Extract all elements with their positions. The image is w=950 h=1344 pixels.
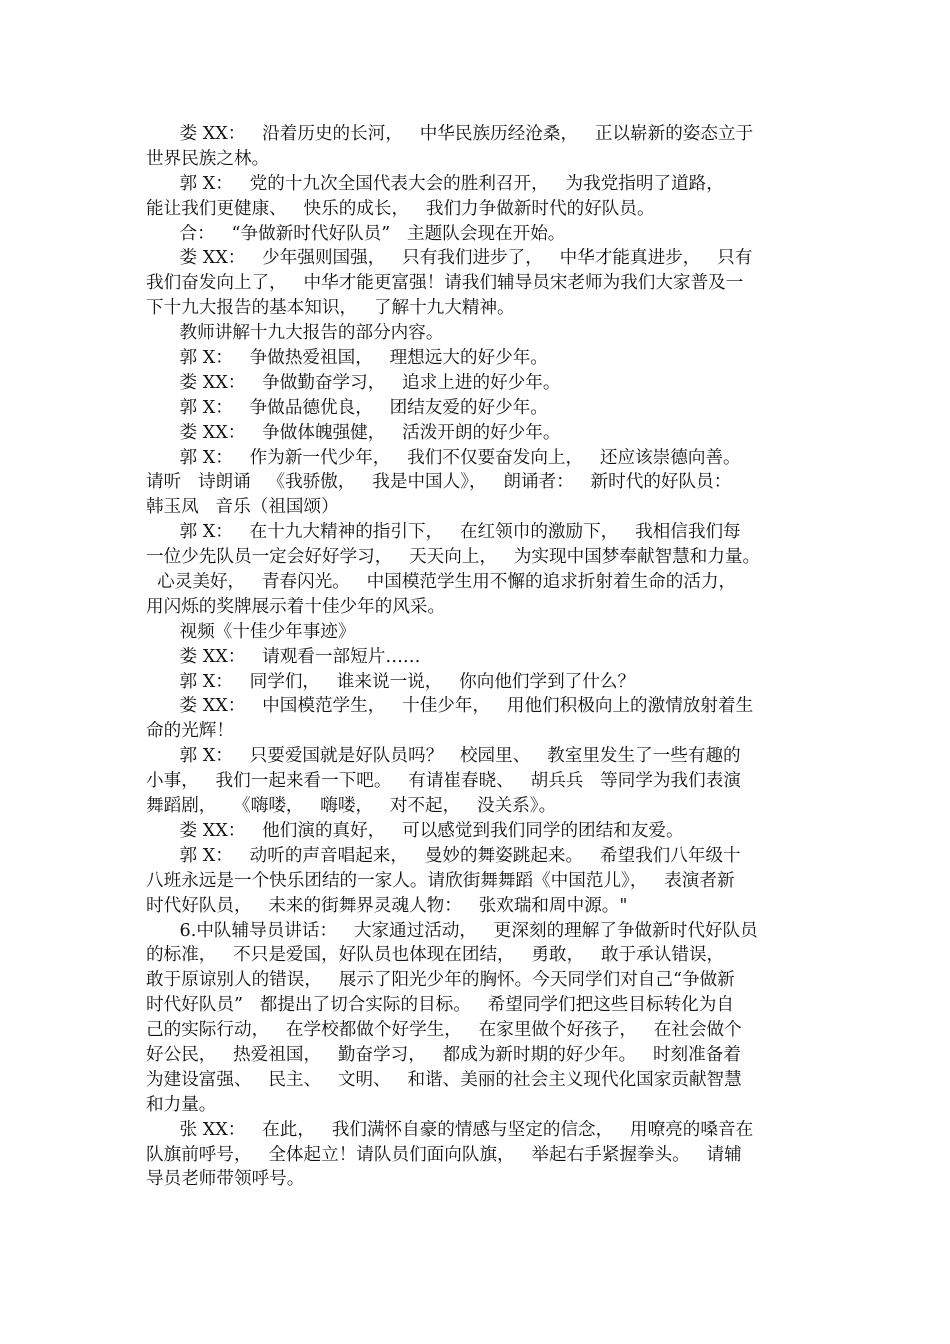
text-line: 导员老师带领呼号。 bbox=[146, 1169, 305, 1190]
text-line: 时代好队员” 都提出了切合实际的目标。 希望同学们把这些目标转化为自 bbox=[146, 995, 734, 1016]
text-line: 用闪烁的奖牌展示着十佳少年的风采。 bbox=[146, 596, 446, 617]
text-line: 郭 X： 同学们， 谁来说一说， 你向他们学到了什么？ bbox=[146, 671, 636, 692]
text-line: 己的实际行动， 在学校都做个好学生， 在家里做个好孩子， 在社会做个 bbox=[146, 1020, 742, 1041]
text-line: 心灵美好， 青春闪光。 中国模范学生用不懈的追求折射着生命的活力， bbox=[146, 572, 737, 593]
text-line: 娄 XX： 他们演的真好， 可以感觉到我们同学的团结和友爱。 bbox=[146, 820, 684, 841]
text-line: 能让我们更健康、 快乐的成长， 我们力争做新时代的好队员。 bbox=[146, 198, 655, 219]
text-line: 娄 XX： 争做体魄强健， 活泼开朗的好少年。 bbox=[146, 422, 561, 443]
text-line: 合： “争做新时代好队员” 主题队会现在开始。 bbox=[146, 223, 566, 244]
document-page bbox=[146, 122, 814, 1192]
text-line: 6.中队辅导员讲话： 大家通过活动， 更深刻的理解了争做新时代好队员 bbox=[146, 920, 758, 941]
text-line: 舞蹈剧， 《嗨喽， 嗨喽， 对不起， 没关系》。 bbox=[146, 796, 557, 817]
text-line: 郭 X： 争做品德优良， 团结友爱的好少年。 bbox=[146, 397, 548, 418]
text-line: 请听 诗朗诵 《我骄傲， 我是中国人》， 朗诵者： 新时代的好队员： bbox=[146, 472, 732, 493]
text-line: 郭 X： 只要爱国就是好队员吗？ 校园里、 教室里发生了一些有趣的 bbox=[146, 746, 741, 767]
text-line: 队旗前呼号， 全体起立！请队员们面向队旗， 举起右手紧握拳头。 请辅 bbox=[146, 1144, 742, 1165]
text-line: 小事， 我们一起来看一下吧。 有请崔春晓、 胡兵兵 等同学为我们表演 bbox=[146, 771, 741, 792]
text-line: 郭 X： 党的十九次全国代表大会的胜利召开， 为我党指明了道路， bbox=[146, 173, 724, 194]
text-line: 教师讲解十九大报告的部分内容。 bbox=[146, 323, 444, 344]
text-line: 八班永远是一个快乐团结的一家人。请欣街舞舞蹈《中国范儿》， 表演者新 bbox=[146, 870, 735, 891]
text-line: 郭 X： 作为新一代少年， 我们不仅要奋发向上， 还应该崇德向善。 bbox=[146, 447, 741, 468]
text-line: 和力量。 bbox=[146, 1094, 217, 1115]
text-line: 郭 X： 争做热爱祖国， 理想远大的好少年。 bbox=[146, 348, 548, 369]
text-line: 下十九大报告的基本知识， 了解十九大精神。 bbox=[146, 298, 515, 319]
text-line: 的标准， 不只是爱国，好队员也体现在团结， 勇敢， 敢于承认错误， bbox=[146, 945, 725, 966]
text-line: 郭 X： 在十九大精神的指引下， 在红领巾的激励下， 我相信我们每 bbox=[146, 522, 741, 543]
text-line: 为建设富强、 民主、 文明、 和谐、美丽的社会主义现代化国家贡献智慧 bbox=[146, 1069, 742, 1090]
text-line: 敢于原谅别人的错误， 展示了阳光少年的胸怀。今天同学们对自己“争做新 bbox=[146, 970, 735, 991]
text-line: 好公民， 热爱祖国， 勤奋学习， 都成为新时期的好少年。 时刻准备着 bbox=[146, 1044, 741, 1065]
text-line: 视频《十佳少年事迹》 bbox=[146, 621, 356, 642]
text-line: 郭 X： 动听的声音唱起来， 曼妙的舞姿跳起来。 希望我们八年级十 bbox=[146, 845, 741, 866]
text-line: 娄 XX： 请观看一部短片…… bbox=[146, 646, 421, 667]
text-line: 世界民族之林。 bbox=[146, 148, 270, 169]
text-line: 娄 XX： 少年强则国强， 只有我们进步了， 中华才能真进步， 只有 bbox=[146, 248, 753, 269]
text-line: 张 XX： 在此， 我们满怀自豪的情感与坚定的信念， 用嘹亮的嗓音在 bbox=[146, 1119, 754, 1140]
text-line: 一位少先队员一定会好好学习， 天天向上， 为实现中国梦奉献智慧和力量。 bbox=[146, 547, 761, 568]
text-line: 我们奋发向上了， 中华才能更富强！请我们辅导员宋老师为我们大家普及一 bbox=[146, 273, 744, 294]
text-line: 娄 XX： 中国模范学生， 十佳少年， 用他们积极向上的激情放射着生 bbox=[146, 696, 754, 717]
text-line: 娄 XX： 争做勤奋学习， 追求上进的好少年。 bbox=[146, 372, 561, 393]
text-line: 娄 XX： 沿着历史的长河， 中华民族历经沧桑， 正以崭新的姿态立于 bbox=[146, 124, 754, 144]
text-line: 韩玉凤 音乐（祖国颂） bbox=[146, 497, 339, 518]
text-line: 命的光辉！ bbox=[146, 721, 234, 742]
text-line: 时代好队员， 未来的街舞界灵魂人物： 张欢瑞和周中源。" bbox=[146, 895, 628, 916]
